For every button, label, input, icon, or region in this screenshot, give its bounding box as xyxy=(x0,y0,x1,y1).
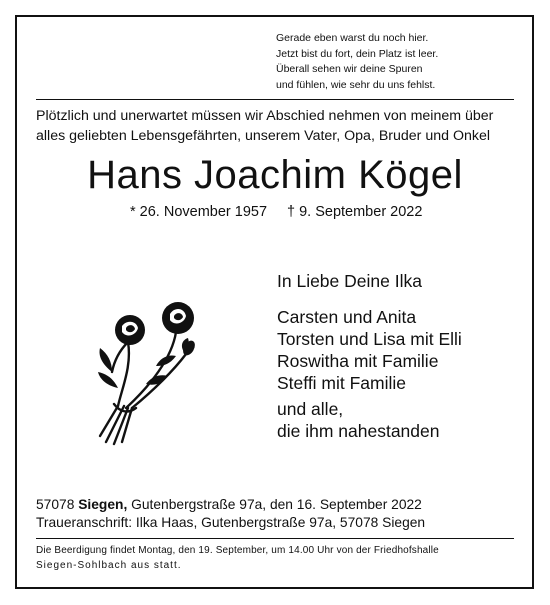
mourner: Torsten und Lisa mit Elli xyxy=(277,329,462,349)
mourner: und alle, xyxy=(277,399,344,419)
poem-line: und fühlen, wie sehr du uns fehlst. xyxy=(276,78,436,91)
birth-date: * 26. November 1957 xyxy=(130,204,268,220)
signoff: In Liebe Deine Ilka xyxy=(277,271,422,291)
poem-line: Gerade eben warst du noch hier. xyxy=(276,32,429,44)
mourner: Carsten und Anita xyxy=(277,307,417,327)
mourners-list xyxy=(277,270,462,442)
poem xyxy=(276,31,438,93)
funeral-line: Siegen-Sohlbach aus statt. xyxy=(36,559,182,571)
mourning-address: Traueranschrift: Ilka Haas, Gutenbergstraße 97a, 57078 Siegen xyxy=(36,515,426,530)
intro-text xyxy=(36,106,516,146)
poem-line: Überall sehen wir deine Spuren xyxy=(276,63,423,75)
death-date: † 9. September 2022 xyxy=(287,204,423,220)
mourner: Roswitha mit Familie xyxy=(277,351,439,371)
deceased-name: Hans Joachim Kögel xyxy=(87,153,463,197)
funeral-notice xyxy=(36,544,516,573)
city: Siegen, xyxy=(78,497,128,512)
place-and-date xyxy=(36,497,422,512)
intro-line: Plötzlich und unerwartet müssen wir Abschied nehmen von meinem über xyxy=(36,108,494,124)
address-date: Gutenbergstraße 97a, den 16. September 2022 xyxy=(131,497,422,512)
mourner: die ihm nahestanden xyxy=(277,421,440,441)
intro-line: alles geliebten Lebensgefährten, unserem Vater, Opa, Bruder und Onkel xyxy=(36,128,491,144)
poem-line: Jetzt bist du fort, dein Platz ist leer. xyxy=(276,47,439,60)
mourner: Steffi mit Familie xyxy=(277,373,407,393)
funeral-line: Die Beerdigung findet Montag, den 19. September, um 14.00 Uhr von der Friedhofshalle xyxy=(36,545,439,556)
divider-bottom xyxy=(36,538,514,539)
zip-code: 57078 xyxy=(36,497,75,512)
roses-illustration xyxy=(88,296,212,446)
divider-top xyxy=(36,99,514,100)
